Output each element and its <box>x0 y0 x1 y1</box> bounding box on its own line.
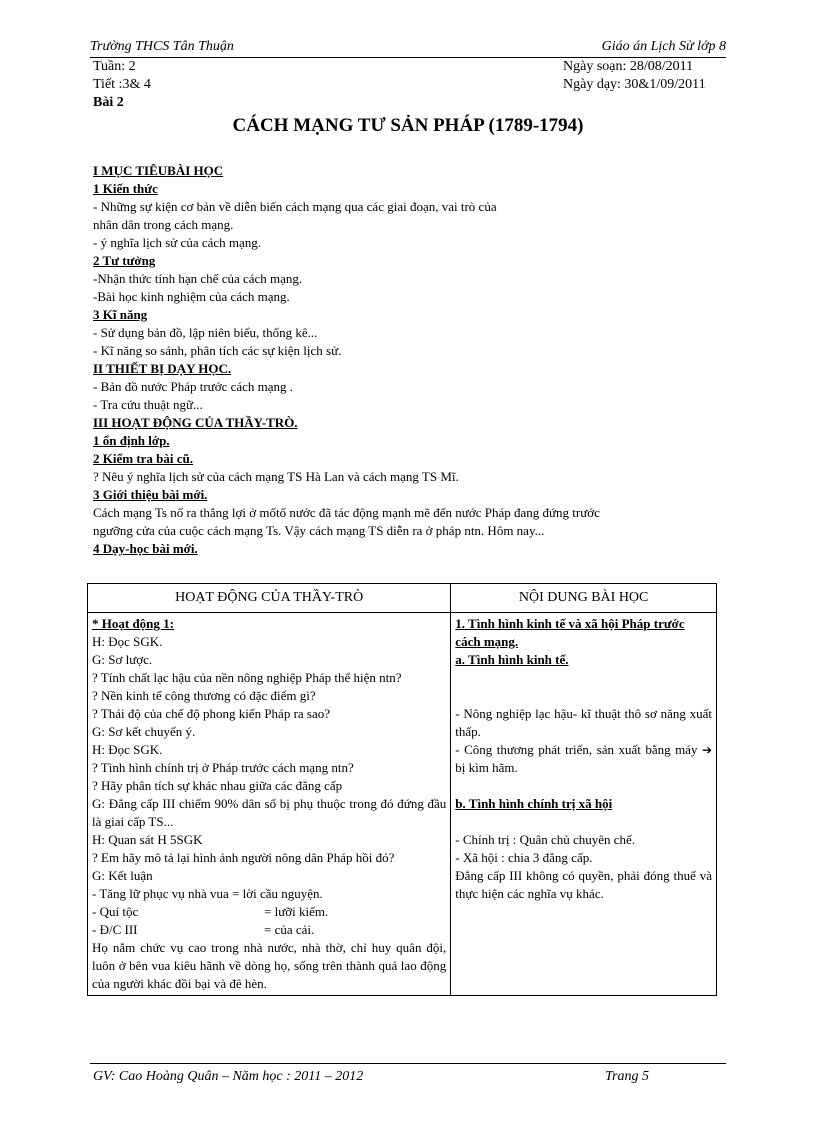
subsection-heading: 4 Dạy-học bài mới. <box>93 541 198 556</box>
column-header-activities: HOẠT ĐỘNG CỦA THẦY-TRÒ <box>88 584 451 613</box>
content-text: - Công thương phát triển, sản xuất bằng máy <box>455 742 698 757</box>
subsection-heading: 1 ổn định lớp. <box>93 433 170 448</box>
column-header-content: NỘI DUNG BÀI HỌC <box>451 584 717 613</box>
class-name: - Quí tộc <box>92 904 139 919</box>
text-line: nhân dân trong cách mạng. <box>93 217 234 232</box>
lesson-meta <box>93 58 726 112</box>
activity-line <box>92 921 446 939</box>
content-subheading: b. Tình hình chính trị xã hội <box>455 796 613 811</box>
content-line <box>455 741 712 777</box>
section-heading: III HOẠT ĐỘNG CỦA THẦY-TRÒ. <box>93 415 298 430</box>
week: Tuần: 2 <box>93 59 136 74</box>
subject-name: Giáo án Lịch Sử lớp 8 <box>601 39 726 54</box>
content-text: bị kìm hãm. <box>455 760 518 775</box>
content-cell <box>451 613 717 996</box>
teach-date: Ngày dạy: 30&1/09/2011 <box>563 77 706 92</box>
prep-date: Ngày soạn: 28/08/2011 <box>563 59 694 74</box>
activity-line: ? Thái độ của chế độ phong kiến Pháp ra sao? <box>92 706 331 721</box>
activity-line: H: Quan sát H 5SGK <box>92 832 203 847</box>
content-line: - Chính trị : Quân chủ chuyên chế. <box>455 832 636 847</box>
activity-line: ? Hãy phân tích sự khác nhau giữa các đẳng cấp <box>92 778 343 793</box>
text-line: - Sử dụng bản đồ, lập niên biểu, thống kê... <box>93 325 318 340</box>
class-name: - Đ/C III <box>92 922 138 937</box>
class-role: = của cải. <box>264 922 315 937</box>
page-title: CÁCH MẠNG TƯ SẢN PHÁP (1789-1794) <box>232 115 584 136</box>
activities-cell <box>88 613 451 996</box>
content-heading: 1. Tình hình kinh tế và xã hội Pháp trước cách mạng. <box>455 616 685 649</box>
activity-heading: * Hoạt động 1: <box>92 616 174 631</box>
activity-line: ? Tình hình chính trị ở Pháp trước cách mạng ntn? <box>92 760 354 775</box>
content-subheading: a. Tình hình kinh tế. <box>455 652 569 667</box>
activity-line: ? Nền kinh tế công thương có đặc điểm gì? <box>92 688 316 703</box>
text-line: ngưỡng cửa của cuộc cách mạng Ts. Vậy cách mạng TS diễn ra ở pháp ntn. Hôm nay... <box>93 523 545 538</box>
subsection-heading: 3 Kĩ năng <box>93 307 148 322</box>
text-line: - Kĩ năng so sánh, phân tích các sự kiện lịch sử. <box>93 343 342 358</box>
content-line: - Nông nghiệp lạc hậu- kĩ thuật thô sơ năng xuất thấp. <box>455 706 712 739</box>
lesson-number: Bài 2 <box>93 95 124 110</box>
activity-line: Họ nắm chức vụ cao trong nhà nước, nhà thờ, chỉ huy quân đội, luôn ở bên vua kiêu hãnh về dòng họ, sống trên thành quả lao động của người khác đồi bại và đê hèn. <box>92 940 447 991</box>
page-number: Trang 5 <box>605 1069 649 1084</box>
table-row <box>88 613 717 996</box>
section-heading: I MỤC TIÊUBÀI HỌC <box>93 163 224 178</box>
table-header-row <box>88 584 717 613</box>
class-role: = lưỡi kiếm. <box>264 904 329 919</box>
lesson-body <box>93 162 748 558</box>
activity-line: ? Tính chất lạc hậu của nền nông nghiệp Pháp thể hiện ntn? <box>92 670 402 685</box>
subsection-heading: 2 Kiểm tra bài cũ. <box>93 451 194 466</box>
text-line: - Tra cứu thuật ngữ... <box>93 397 203 412</box>
text-line: -Nhận thức tính hạn chế của cách mạng. <box>93 271 303 286</box>
periods: Tiết :3& 4 <box>93 77 151 92</box>
text-line: - Những sự kiện cơ bản về diễn biến cách mạng qua các giai đoạn, vai trò của <box>93 199 497 214</box>
subsection-heading: 1 Kiến thức <box>93 181 158 196</box>
arrow-right-icon: ➔ <box>701 743 712 757</box>
section-heading: II THIẾT BỊ DẠY HỌC. <box>93 361 232 376</box>
school-name: Trường THCS Tân Thuận <box>90 39 234 54</box>
text-line: -Bài học kinh nghiệm của cách mạng. <box>93 289 290 304</box>
activity-line: ? Em hãy mô tả lại hình ảnh người nông dân Pháp hồi đó? <box>92 850 395 865</box>
text-line: ? Nêu ý nghĩa lịch sử của cách mạng TS Hà Lan và cách mạng TS Mĩ. <box>93 469 459 484</box>
page-footer <box>93 1068 723 1086</box>
activity-line <box>92 903 446 921</box>
activity-line: G: Sơ kết chuyển ý. <box>92 724 196 739</box>
activity-line: H: Đọc SGK. <box>92 742 163 757</box>
activity-line: G: Sơ lược. <box>92 652 153 667</box>
text-line: Cách mạng Ts nổ ra thắng lợi ở mốtố nước đã tác động mạnh mẽ đến nước Pháp đang đứng trước <box>93 505 600 520</box>
text-line: - Bản đồ nước Pháp trước cách mạng . <box>93 379 294 394</box>
content-line: - Xã hội : chia 3 đẳng cấp. <box>455 850 593 865</box>
activity-line: H: Đọc SGK. <box>92 634 163 649</box>
lesson-table <box>87 583 717 996</box>
activity-line: - Tăng lữ phục vụ nhà vua = lời cầu nguyện. <box>92 886 323 901</box>
footer-divider <box>90 1063 726 1064</box>
text-line: - ý nghĩa lịch sử của cách mạng. <box>93 235 262 250</box>
subsection-heading: 2 Tư tưởng <box>93 253 156 268</box>
author: GV: Cao Hoàng Quân – Năm học : 2011 – 2012 <box>93 1069 364 1084</box>
activity-line: G: Đẳng cấp III chiếm 90% dân số bị phụ thuộc trong đó đứng đầu là giai cấp TS... <box>92 796 447 829</box>
content-line: Đẳng cấp III không có quyền, phải đóng thuế và thực hiện các nghĩa vụ khác. <box>455 868 712 901</box>
page-header <box>90 38 726 56</box>
activity-line: G: Kết luận <box>92 868 153 883</box>
subsection-heading: 3 Giới thiệu bài mới. <box>93 487 208 502</box>
